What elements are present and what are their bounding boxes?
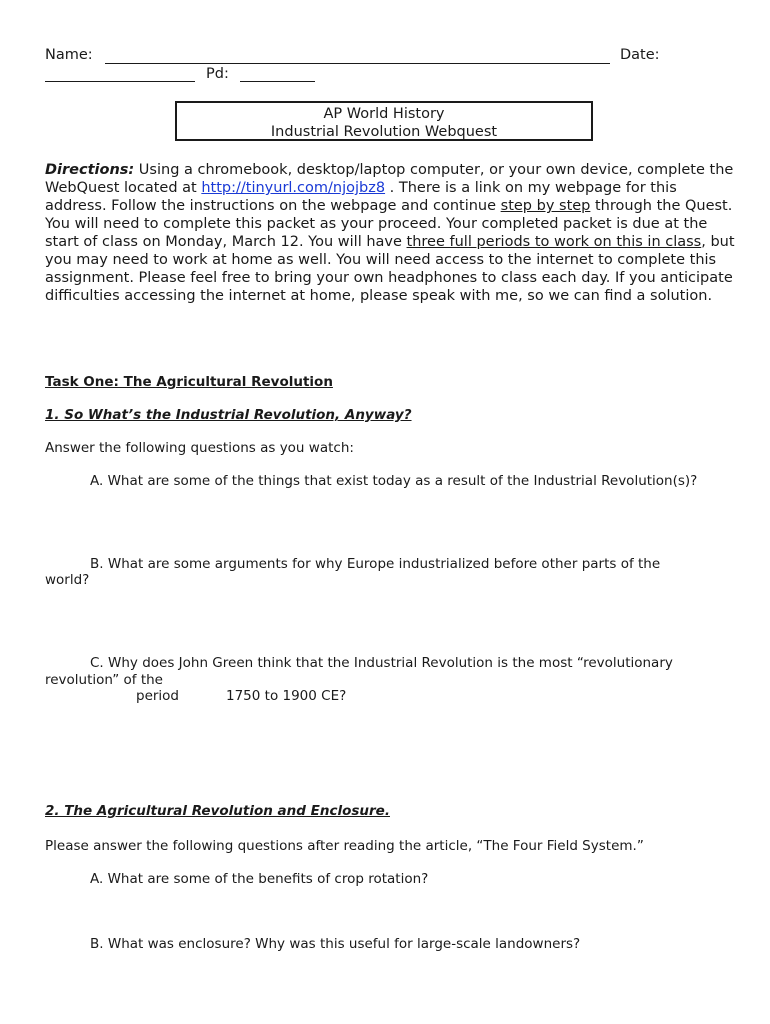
section-2-intro: Please answer the following questions after reading the article, “The Four Field System.” bbox=[45, 838, 644, 854]
course-title: AP World History bbox=[323, 106, 445, 122]
date-blank[interactable] bbox=[45, 81, 195, 82]
task-one-heading: Task One: The Agricultural Revolution bbox=[45, 374, 333, 390]
section-2-heading: 2. The Agricultural Revolution and Enclosure. bbox=[45, 803, 390, 819]
question-1b-line2: world? bbox=[45, 572, 90, 588]
section-1-intro: Answer the following questions as you watch: bbox=[45, 440, 354, 456]
question-1c-years: 1750 to 1900 CE? bbox=[226, 688, 347, 704]
name-label: Name: bbox=[45, 47, 93, 63]
question-2a: A. What are some of the benefits of crop rotation? bbox=[90, 871, 429, 887]
step-by-step-emphasis: step by step bbox=[500, 198, 591, 214]
question-1c-line1: C. Why does John Green think that the Industrial Revolution is the most “revolutionary bbox=[90, 655, 673, 671]
pd-label: Pd: bbox=[206, 66, 229, 82]
question-1c-line2: revolution” of the bbox=[45, 672, 163, 688]
section-1-heading: 1. So What’s the Industrial Revolution, Anyway? bbox=[45, 407, 412, 423]
pd-blank[interactable] bbox=[240, 81, 315, 82]
webquest-link[interactable]: http://tinyurl.com/njojbz8 bbox=[201, 180, 386, 196]
assignment-title: Industrial Revolution Webquest bbox=[270, 124, 498, 140]
three-periods-emphasis: three full periods to work on this in class bbox=[406, 234, 702, 250]
name-blank[interactable] bbox=[105, 63, 610, 64]
directions-text-2: . There is a link on my webpage for this address. Follow the instructions on the webpage and continue bbox=[45, 180, 677, 214]
question-2b: B. What was enclosure? Why was this useful for large-scale landowners? bbox=[90, 936, 581, 952]
directions-label: Directions: bbox=[45, 162, 135, 178]
question-1a: A. What are some of the things that exist today as a result of the Industrial Revolution(s)? bbox=[90, 473, 698, 489]
directions-text-3: through the Quest. You will need to complete this packet as your proceed. Your completed packet is due at the start of class on Monday, March 12. You will have bbox=[45, 198, 733, 250]
date-label: Date: bbox=[620, 47, 660, 63]
directions-paragraph bbox=[45, 161, 735, 305]
title-box bbox=[175, 101, 593, 141]
directions-text-1: Using a chromebook, desktop/laptop computer, or your own device, complete the WebQuest located at bbox=[45, 162, 734, 196]
question-1b-line1: B. What are some arguments for why Europe industrialized before other parts of the bbox=[90, 556, 661, 572]
question-1c-period: period bbox=[136, 688, 180, 704]
directions-text-4: , but you may need to work at home as well. You will need access to the internet to complete this assignment. Please feel free to bring your own headphones to class each day. If you anticipate difficulties accessing the internet at home, please speak with me, so we can find a solution. bbox=[45, 234, 735, 304]
